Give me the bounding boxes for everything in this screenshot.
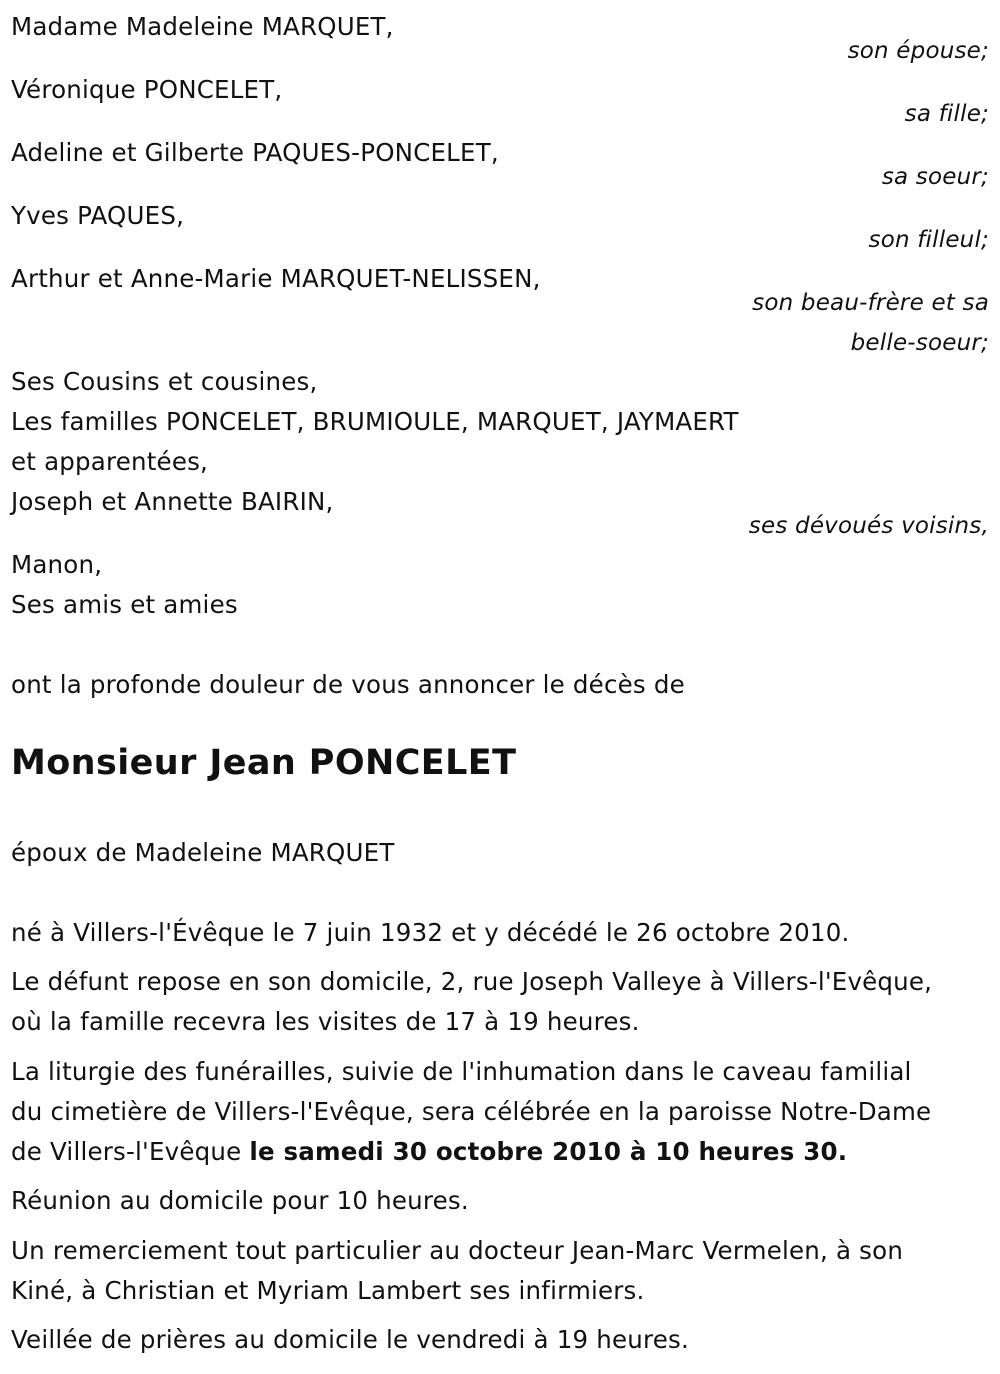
- family-member-relation: son beau-frère et sa: [752, 290, 989, 316]
- manon-line: Manon,: [11, 550, 103, 579]
- family-member-name: Adeline et Gilberte PAQUES-PONCELET,: [11, 138, 499, 167]
- repose-line: où la famille recevra les visites de 17 à 19 heures.: [11, 1007, 640, 1036]
- family-member-name: Yves PAQUES,: [11, 201, 185, 230]
- family-member-relation: sa soeur;: [881, 164, 989, 190]
- thanks-line: Kiné, à Christian et Myriam Lambert ses infirmiers.: [11, 1276, 645, 1305]
- funeral-date-time: le samedi 30 octobre 2010 à 10 heures 30.: [249, 1137, 848, 1166]
- repose-line: Le défunt repose en son domicile, 2, rue Joseph Valleye à Villers-l'Evêque,: [11, 967, 933, 996]
- family-member-name: Véronique PONCELET,: [11, 75, 283, 104]
- cousins-line: Ses Cousins et cousines,: [11, 367, 318, 396]
- neighbors-name: Joseph et Annette BAIRIN,: [11, 487, 334, 516]
- liturgy-line: [11, 1137, 848, 1166]
- announcement-text: ont la profonde douleur de vous annoncer le décès de: [11, 670, 685, 699]
- reunion-line: Réunion au domicile pour 10 heures.: [11, 1186, 469, 1215]
- vigil-line: Veillée de prières au domicile le vendredi à 19 heures.: [11, 1325, 689, 1354]
- family-member-name: Arthur et Anne-Marie MARQUET-NELISSEN,: [11, 264, 541, 293]
- family-member-relation: belle-soeur;: [850, 330, 989, 356]
- neighbors-relation: ses dévoués voisins,: [748, 513, 989, 539]
- birth-death-line: né à Villers-l'Évêque le 7 juin 1932 et y décédé le 26 octobre 2010.: [11, 918, 850, 947]
- family-member-relation: son filleul;: [868, 227, 989, 253]
- family-member-relation: son épouse;: [847, 38, 989, 64]
- families-line: Les familles PONCELET, BRUMIOULE, MARQUET, JAYMAERT: [11, 407, 739, 436]
- liturgy-place: de Villers-l'Evêque: [11, 1137, 242, 1166]
- deceased-spouse: époux de Madeleine MARQUET: [11, 838, 395, 867]
- liturgy-line: La liturgie des funérailles, suivie de l'inhumation dans le caveau familial: [11, 1057, 912, 1086]
- friends-line: Ses amis et amies: [11, 590, 238, 619]
- deceased-name: Monsieur Jean PONCELET: [11, 743, 517, 783]
- family-member-relation: sa fille;: [904, 101, 989, 127]
- liturgy-line: du cimetière de Villers-l'Evêque, sera célébrée en la paroisse Notre-Dame: [11, 1097, 932, 1126]
- families-line: et apparentées,: [11, 447, 209, 476]
- family-member-name: Madame Madeleine MARQUET,: [11, 12, 394, 41]
- thanks-line: Un remerciement tout particulier au docteur Jean-Marc Vermelen, à son: [11, 1236, 904, 1265]
